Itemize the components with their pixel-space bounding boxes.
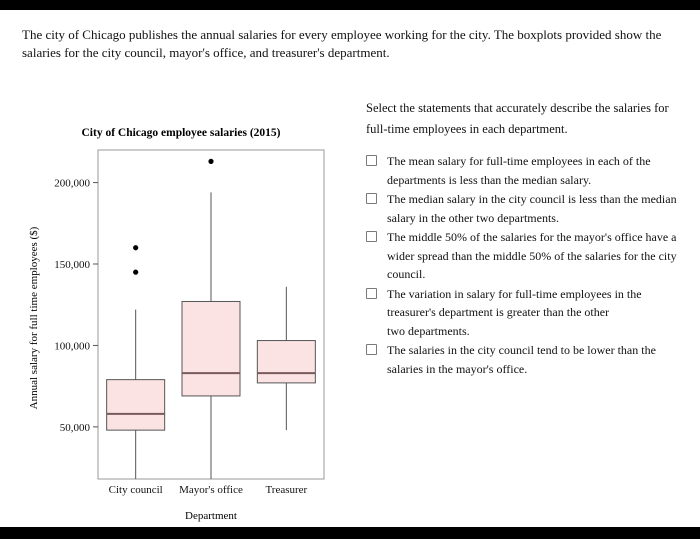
option-label: The salaries in the city council tend to be lower than the salaries in the mayor's office.: [387, 343, 656, 376]
intro-text: The city of Chicago publishes the annual salaries for every employee working for the city. The boxplots provided show the salaries for the city council, mayor's office, and treasurer's department.: [22, 27, 662, 60]
option-checkbox[interactable]: [366, 288, 377, 299]
box: [257, 341, 315, 383]
y-tick-label: 150,000: [54, 259, 90, 272]
chart-title: City of Chicago employee salaries (2015): [81, 127, 281, 139]
answer-option[interactable]: [366, 285, 681, 341]
option-label: The median salary in the city council is less than the median salary in the other two departments.: [387, 192, 677, 225]
outlier-point: [133, 270, 138, 275]
x-tick-label: Treasurer: [265, 484, 308, 496]
answer-options: [366, 152, 681, 379]
answer-option[interactable]: [366, 228, 681, 284]
y-tick-label: 100,000: [54, 340, 90, 353]
option-label: The variation in salary for full-time employees in the treasurer's department is greater than the other two departments.: [387, 286, 642, 338]
question-page: [0, 10, 700, 527]
option-checkbox[interactable]: [366, 193, 377, 204]
answer-option[interactable]: [366, 190, 681, 227]
outlier-point: [133, 245, 138, 250]
x-tick-label: Mayor's office: [179, 484, 243, 496]
box: [107, 380, 165, 430]
answer-option[interactable]: [366, 152, 681, 189]
option-label: The middle 50% of the salaries for the mayor's office have a wider spread than the middle 50% of the salaries for the city council.: [387, 230, 677, 281]
x-axis-label: Department: [185, 510, 237, 522]
answer-option[interactable]: [366, 341, 681, 378]
y-tick-label: 200,000: [54, 177, 90, 190]
option-checkbox[interactable]: [366, 155, 377, 166]
option-checkbox[interactable]: [366, 231, 377, 242]
option-checkbox[interactable]: [366, 344, 377, 355]
outlier-point: [208, 159, 213, 164]
question-prompt: Select the statements that accurately describe the salaries for full-time employees in each department.: [366, 101, 669, 136]
x-tick-label: City council: [108, 484, 163, 496]
box: [182, 301, 240, 395]
plot-layer: [54, 150, 324, 496]
y-tick-label: 50,000: [59, 421, 90, 434]
y-axis-label: Annual salary for full time employees ($): [28, 226, 40, 410]
option-label: The mean salary for full-time employees in each of the departments is less than the median salary.: [387, 154, 651, 187]
